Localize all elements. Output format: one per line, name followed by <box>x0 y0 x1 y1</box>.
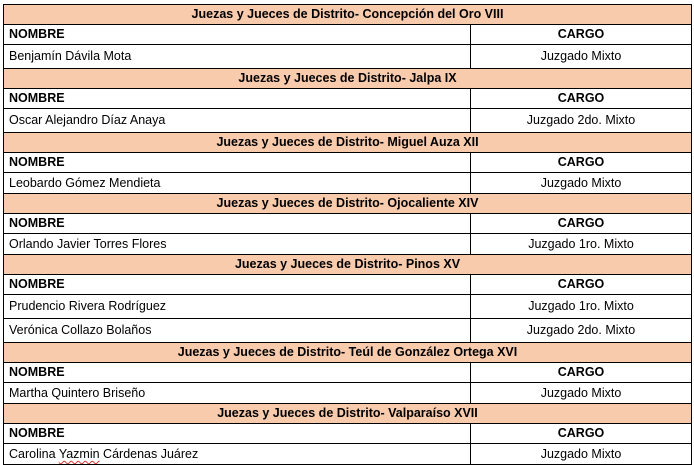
judge-cargo: Juzgado 2do. Mixto <box>471 109 692 133</box>
header-row <box>4 363 692 383</box>
judge-name: Oscar Alejandro Díaz Anaya <box>4 109 471 133</box>
section-title: Juezas y Jueces de Distrito- Teúl de González Ortega XVI <box>4 343 692 363</box>
header-cargo: CARGO <box>471 89 692 109</box>
header-row <box>4 89 692 109</box>
header-name: NOMBRE <box>4 25 471 45</box>
name-part: Cárdenas Juárez <box>99 447 199 461</box>
header-name: NOMBRE <box>4 153 471 173</box>
header-cargo: CARGO <box>471 153 692 173</box>
header-name: NOMBRE <box>4 214 471 234</box>
section-title: Juezas y Jueces de Distrito- Concepción del Oro VIII <box>4 5 692 25</box>
section-title-row <box>4 404 692 424</box>
table-row <box>4 444 692 465</box>
section-title-row <box>4 133 692 153</box>
header-name: NOMBRE <box>4 275 471 295</box>
section-title: Juezas y Jueces de Distrito- Ojocaliente XIV <box>4 194 692 214</box>
judge-cargo: Juzgado Mixto <box>471 444 692 465</box>
header-row <box>4 424 692 444</box>
table-row <box>4 295 692 319</box>
judge-name <box>4 444 471 465</box>
header-cargo: CARGO <box>471 214 692 234</box>
header-cargo: CARGO <box>471 275 692 295</box>
table-row <box>4 383 692 404</box>
judge-cargo: Juzgado Mixto <box>471 45 692 69</box>
table-row <box>4 173 692 194</box>
section-title-row <box>4 255 692 275</box>
judge-cargo: Juzgado 1ro. Mixto <box>471 295 692 319</box>
section-title: Juezas y Jueces de Distrito- Miguel Auza XII <box>4 133 692 153</box>
header-cargo: CARGO <box>471 363 692 383</box>
table-row <box>4 319 692 343</box>
judge-name: Leobardo Gómez Mendieta <box>4 173 471 194</box>
header-row <box>4 214 692 234</box>
section-title: Juezas y Jueces de Distrito- Pinos XV <box>4 255 692 275</box>
judge-name: Orlando Javier Torres Flores <box>4 234 471 255</box>
section-title-row <box>4 5 692 25</box>
judge-name: Martha Quintero Briseño <box>4 383 471 404</box>
header-name: NOMBRE <box>4 363 471 383</box>
judge-cargo: Juzgado 2do. Mixto <box>471 319 692 343</box>
judge-cargo: Juzgado Mixto <box>471 383 692 404</box>
header-name: NOMBRE <box>4 424 471 444</box>
judge-cargo: Juzgado Mixto <box>471 173 692 194</box>
judges-table <box>3 4 692 465</box>
table-row <box>4 109 692 133</box>
judge-cargo: Juzgado 1ro. Mixto <box>471 234 692 255</box>
header-name: NOMBRE <box>4 89 471 109</box>
header-row <box>4 25 692 45</box>
section-title-row <box>4 343 692 363</box>
section-title: Juezas y Jueces de Distrito- Valparaíso XVII <box>4 404 692 424</box>
name-part: Carolina <box>9 447 59 461</box>
table-row <box>4 45 692 69</box>
header-row <box>4 275 692 295</box>
table-row <box>4 234 692 255</box>
judge-name: Benjamín Dávila Mota <box>4 45 471 69</box>
spellcheck-flagged-word: Yazmin <box>58 447 100 461</box>
header-cargo: CARGO <box>471 25 692 45</box>
section-title-row <box>4 69 692 89</box>
header-cargo: CARGO <box>471 424 692 444</box>
header-row <box>4 153 692 173</box>
section-title: Juezas y Jueces de Distrito- Jalpa IX <box>4 69 692 89</box>
judge-name: Verónica Collazo Bolaños <box>4 319 471 343</box>
section-title-row <box>4 194 692 214</box>
judge-name: Prudencio Rivera Rodríguez <box>4 295 471 319</box>
